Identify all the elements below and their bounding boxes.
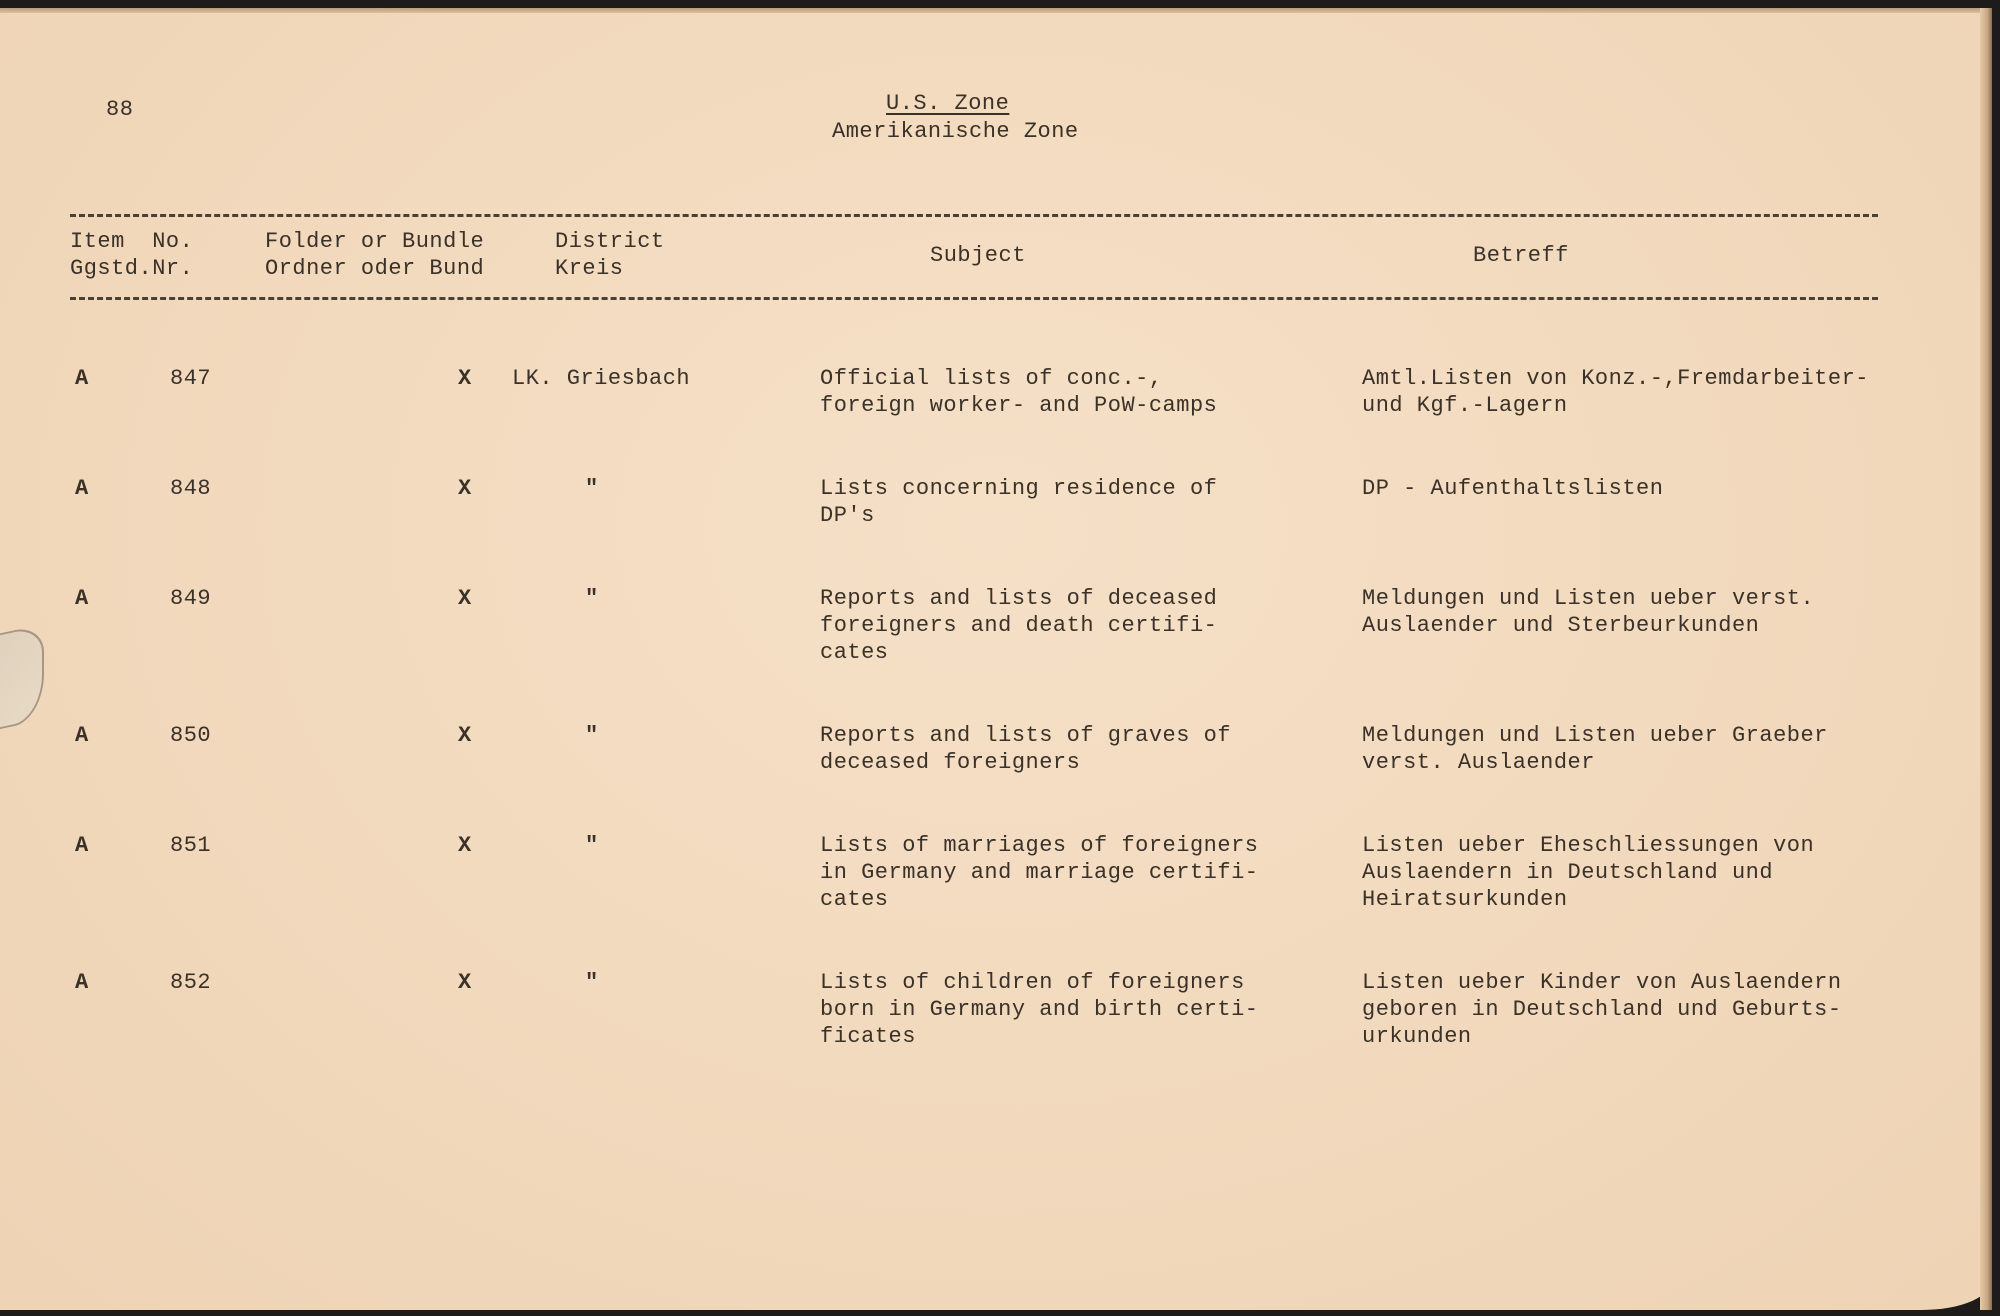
district-cell: " — [585, 723, 599, 748]
number-cell: 850 — [170, 723, 212, 748]
betreff-cell: Meldungen und Listen ueber Graeber verst. Auslaender — [1362, 723, 1828, 775]
district-cell: " — [585, 833, 599, 858]
subject-cell: Reports and lists of deceased foreigners and death certifi- cates — [820, 586, 1218, 665]
folder-mark-cell: X — [458, 723, 472, 748]
item-cell: A — [75, 476, 89, 501]
title-english: U.S. Zone — [886, 91, 1010, 116]
folder-mark-cell: X — [458, 476, 472, 501]
number-cell: 848 — [170, 476, 212, 501]
item-cell: A — [75, 723, 89, 748]
betreff-cell: Listen ueber Kinder von Auslaendern geboren in Deutschland und Geburts- urkunden — [1362, 970, 1842, 1049]
header-rule-bottom — [70, 297, 1878, 300]
number-cell: 849 — [170, 586, 212, 611]
header-folder: Folder or Bundle Ordner oder Bund — [265, 229, 485, 281]
subject-cell: Lists concerning residence of DP's — [820, 476, 1218, 528]
header-subject: Subject — [930, 243, 1026, 268]
header-rule-top — [70, 214, 1878, 217]
subject-cell: Official lists of conc.-, foreign worker- and PoW-camps — [820, 366, 1218, 418]
folder-mark-cell: X — [458, 833, 472, 858]
title-german: Amerikanische Zone — [832, 119, 1079, 144]
item-cell: A — [75, 366, 89, 391]
item-cell: A — [75, 586, 89, 611]
betreff-cell: Amtl.Listen von Konz.-,Fremdarbeiter- und Kgf.-Lagern — [1362, 366, 1869, 418]
subject-cell: Lists of marriages of foreigners in Germany and marriage certifi- cates — [820, 833, 1259, 912]
folder-mark-cell: X — [458, 970, 472, 995]
item-cell: A — [75, 970, 89, 995]
number-cell: 851 — [170, 833, 212, 858]
header-betreff: Betreff — [1473, 243, 1569, 268]
document-page — [0, 8, 1992, 1310]
subject-cell: Reports and lists of graves of deceased foreigners — [820, 723, 1232, 775]
item-cell: A — [75, 833, 89, 858]
page-top-edge — [0, 8, 1992, 13]
betreff-cell: Meldungen und Listen ueber verst. Auslaender und Sterbeurkunden — [1362, 586, 1815, 638]
header-item-no: Item No. Ggstd.Nr. — [70, 229, 194, 281]
page-number: 88 — [106, 97, 134, 122]
betreff-cell: Listen ueber Eheschliessungen von Auslaendern in Deutschland und Heiratsurkunden — [1362, 833, 1815, 912]
number-cell: 847 — [170, 366, 212, 391]
folder-mark-cell: X — [458, 366, 472, 391]
header-district: District Kreis — [555, 229, 665, 281]
district-cell: LK. Griesbach — [512, 366, 691, 391]
number-cell: 852 — [170, 970, 212, 995]
district-cell: " — [585, 586, 599, 611]
subject-cell: Lists of children of foreigners born in Germany and birth certi- ficates — [820, 970, 1259, 1049]
page-right-edge — [1980, 8, 1992, 1310]
district-cell: " — [585, 476, 599, 501]
binder-tab-cutout — [0, 624, 44, 732]
betreff-cell: DP - Aufenthaltslisten — [1362, 476, 1664, 501]
district-cell: " — [585, 970, 599, 995]
folder-mark-cell: X — [458, 586, 472, 611]
